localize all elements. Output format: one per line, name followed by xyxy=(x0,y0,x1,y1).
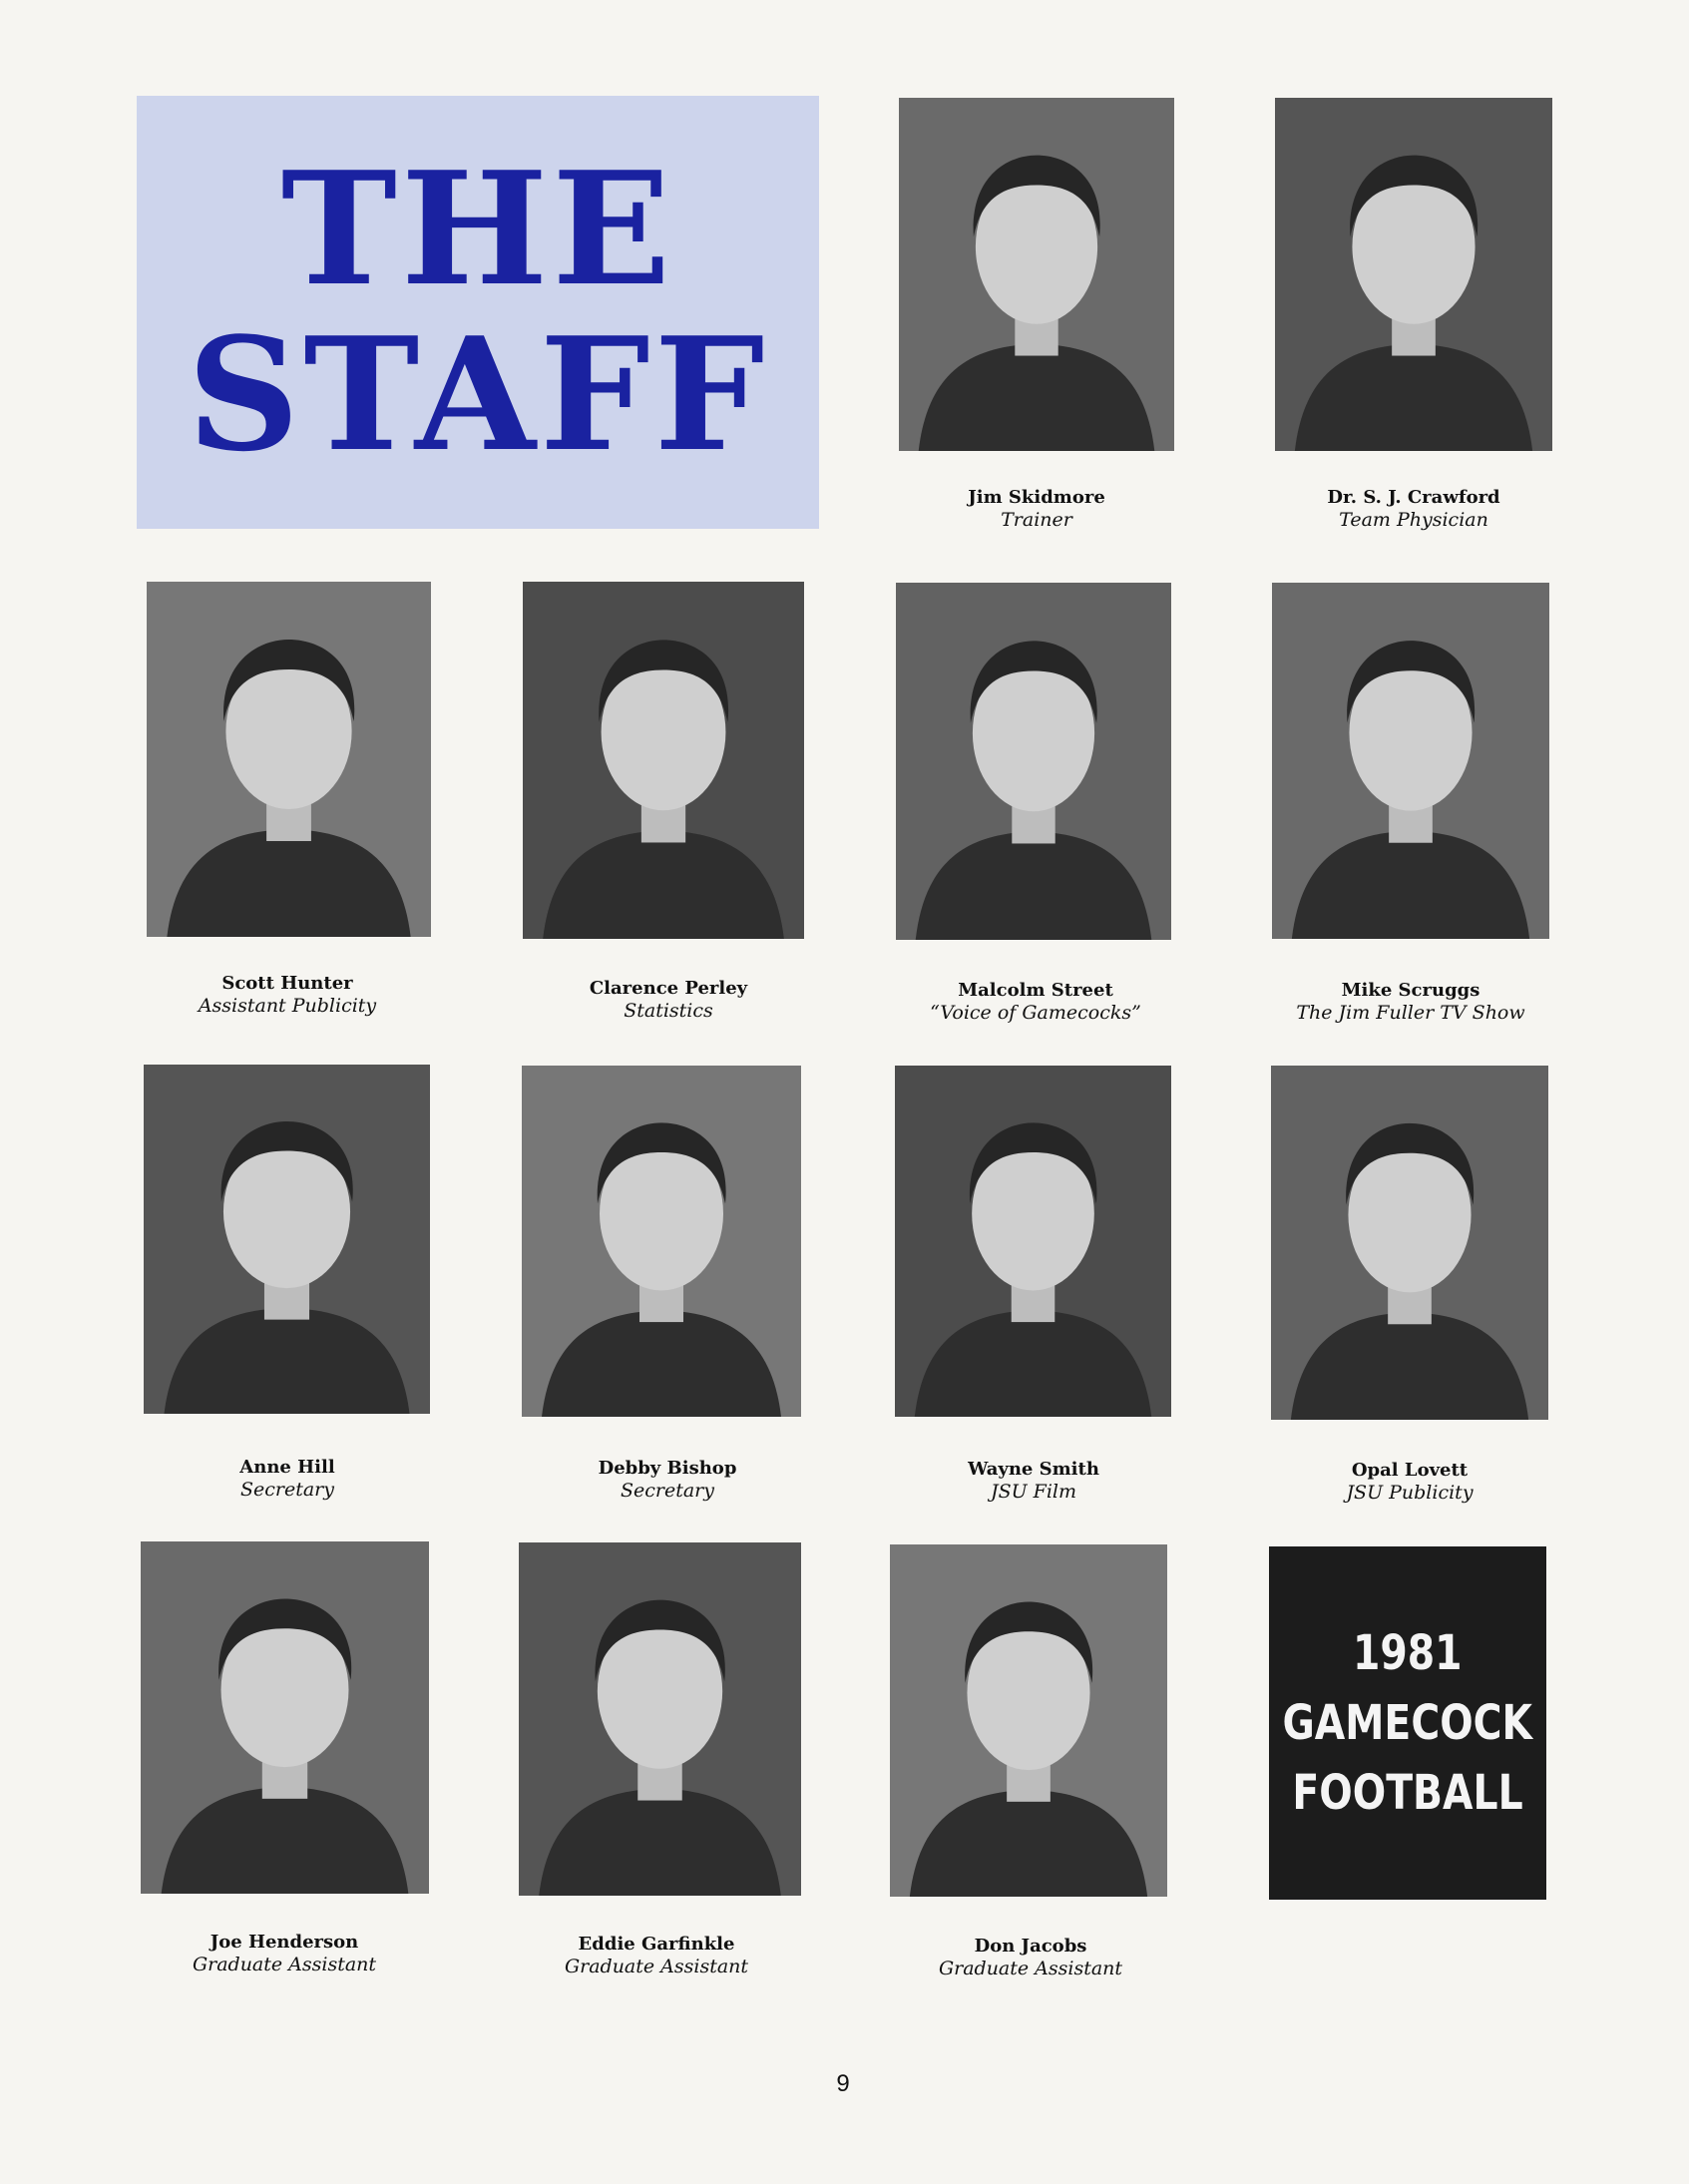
staff-caption xyxy=(1241,980,1580,1024)
staff-caption xyxy=(864,1459,1203,1503)
staff-role: Assistant Publicity xyxy=(198,995,377,1017)
staff-caption xyxy=(118,973,457,1017)
page-number: 9 xyxy=(836,2070,850,2097)
staff-photo-mike-scruggs xyxy=(1272,583,1549,939)
staff-name: Scott Hunter xyxy=(221,973,353,994)
staff-caption xyxy=(499,978,838,1022)
portrait-graphic xyxy=(519,1542,801,1896)
staff-name: Malcolm Street xyxy=(958,980,1113,1001)
staff-name: Don Jacobs xyxy=(974,1936,1087,1957)
staff-role: Team Physician xyxy=(1339,509,1488,531)
staff-photo-opal-lovett xyxy=(1271,1066,1548,1420)
staff-name: Jim Skidmore xyxy=(968,487,1105,508)
staff-caption xyxy=(1240,1460,1579,1504)
staff-photo-scott-hunter xyxy=(147,582,431,937)
title-line-2: STAFF xyxy=(187,303,769,486)
staff-role: Secretary xyxy=(620,1480,714,1502)
staff-name: Anne Hill xyxy=(239,1457,335,1478)
portrait-graphic xyxy=(144,1065,430,1414)
staff-role: JSU Publicity xyxy=(1346,1482,1474,1504)
staff-photo-sj-crawford xyxy=(1275,98,1552,451)
title-line-1: THE xyxy=(280,138,675,320)
staff-role: Graduate Assistant xyxy=(564,1956,749,1977)
portrait-graphic xyxy=(141,1541,429,1894)
portrait-graphic xyxy=(1272,583,1549,939)
staff-role: “Voice of Gamecocks” xyxy=(930,1002,1141,1024)
staff-photo-clarence-perley xyxy=(523,582,804,939)
portrait-graphic xyxy=(1275,98,1552,451)
staff-name: Wayne Smith xyxy=(968,1459,1099,1480)
staff-role: JSU Film xyxy=(990,1481,1077,1503)
staff-caption xyxy=(498,1458,837,1502)
staff-caption xyxy=(487,1934,826,1977)
staff-role: Statistics xyxy=(624,1000,713,1022)
staff-caption xyxy=(861,1936,1200,1979)
staff-name: Clarence Perley xyxy=(589,978,748,999)
season-team: GAMECOCK xyxy=(1282,1695,1533,1751)
staff-caption xyxy=(867,487,1206,531)
staff-role: Secretary xyxy=(239,1479,334,1501)
portrait-graphic xyxy=(522,1066,801,1417)
season-sport: FOOTBALL xyxy=(1292,1765,1523,1821)
staff-name: Opal Lovett xyxy=(1351,1460,1469,1481)
staff-photo-anne-hill xyxy=(144,1065,430,1414)
portrait-graphic xyxy=(899,98,1174,451)
staff-role: The Jim Fuller TV Show xyxy=(1296,1002,1525,1024)
portrait-graphic xyxy=(1271,1066,1548,1420)
staff-role: Graduate Assistant xyxy=(938,1958,1123,1979)
staff-caption xyxy=(866,980,1205,1024)
staff-name: Mike Scruggs xyxy=(1341,980,1480,1001)
staff-name: Joe Henderson xyxy=(210,1932,359,1953)
portrait-graphic xyxy=(895,1066,1171,1417)
staff-role: Trainer xyxy=(1001,509,1072,531)
season-year: 1981 xyxy=(1353,1625,1463,1681)
staff-photo-wayne-smith xyxy=(895,1066,1171,1417)
staff-caption xyxy=(1244,487,1583,531)
portrait-graphic xyxy=(896,583,1171,940)
staff-caption xyxy=(115,1932,454,1975)
staff-photo-debby-bishop xyxy=(522,1066,801,1417)
staff-caption xyxy=(118,1457,457,1501)
staff-photo-joe-henderson xyxy=(141,1541,429,1894)
staff-photo-eddie-garfinkle xyxy=(519,1542,801,1896)
portrait-graphic xyxy=(890,1544,1167,1897)
portrait-graphic xyxy=(523,582,804,939)
staff-photo-don-jacobs xyxy=(890,1544,1167,1897)
staff-name: Dr. S. J. Crawford xyxy=(1327,487,1500,508)
title-banner xyxy=(137,96,819,529)
portrait-graphic xyxy=(147,582,431,937)
staff-photo-jim-skidmore xyxy=(899,98,1174,451)
staff-name: Eddie Garfinkle xyxy=(578,1934,735,1955)
staff-name: Debby Bishop xyxy=(598,1458,737,1479)
staff-role: Graduate Assistant xyxy=(192,1954,377,1975)
staff-photo-malcolm-street xyxy=(896,583,1171,940)
season-banner xyxy=(1269,1546,1546,1900)
